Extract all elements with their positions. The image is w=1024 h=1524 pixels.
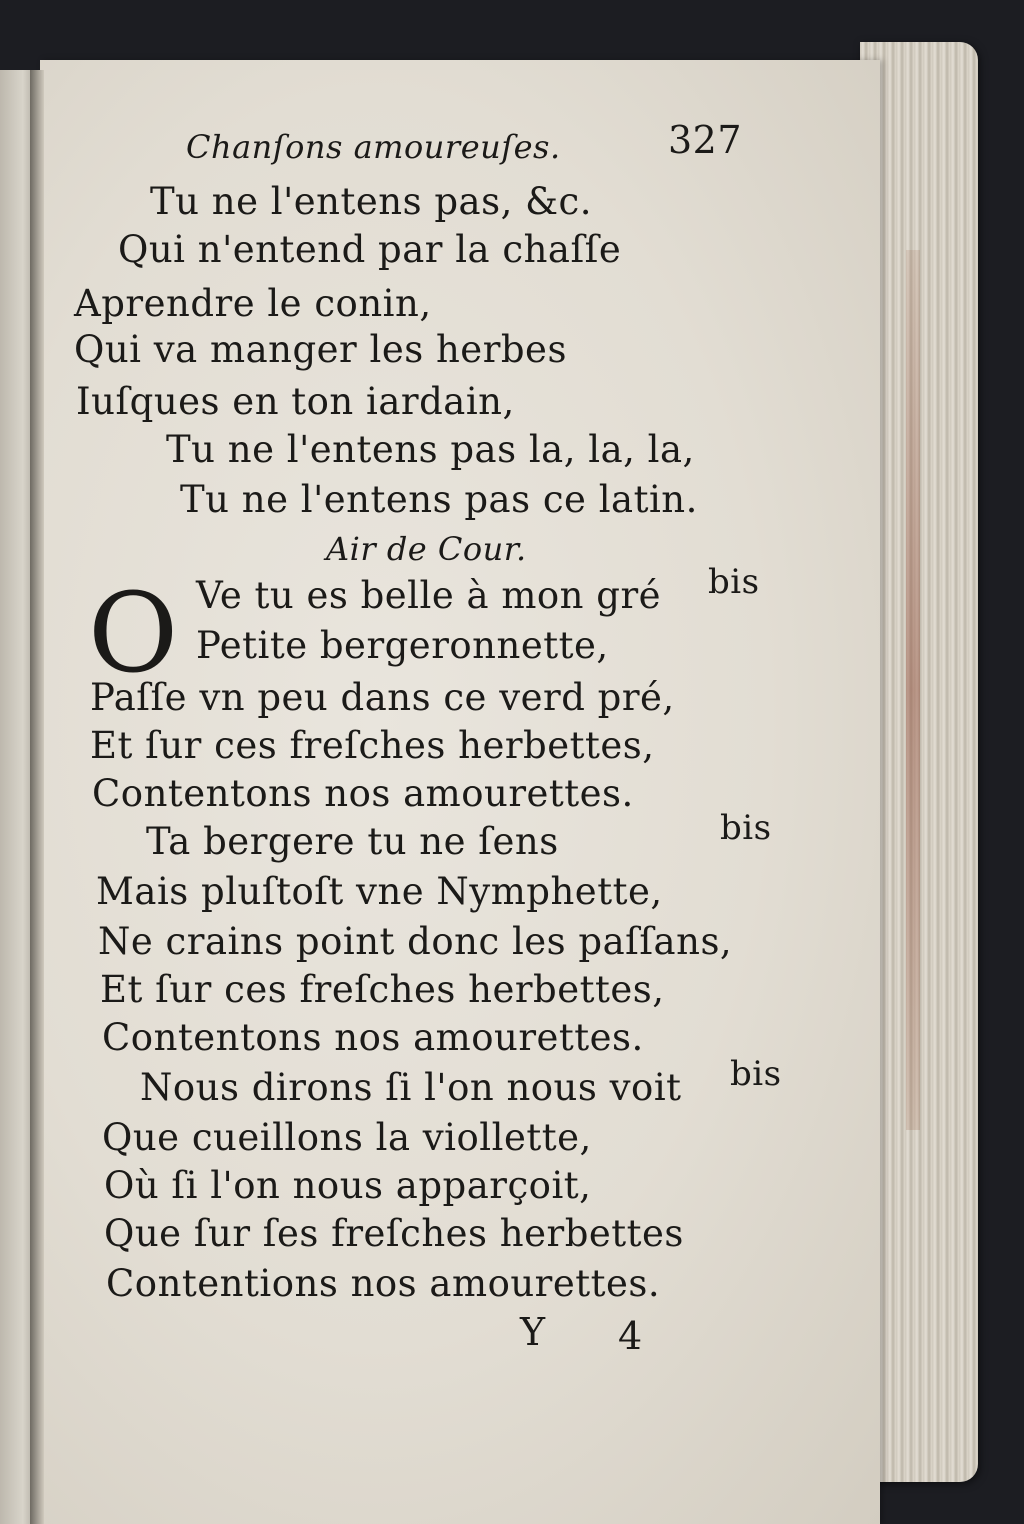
bis-marker: bis [708, 562, 760, 602]
edge-stain [906, 250, 920, 1130]
verse-line: Iuſques en ton iardain, [76, 380, 515, 423]
verse-line: Tu ne l'entens pas, &c. [150, 180, 593, 223]
verse-line: Contentions nos amourettes. [106, 1262, 661, 1305]
song-title: Air de Cour. [326, 530, 527, 568]
verse-line: Que cueillons la viollette, [102, 1116, 592, 1159]
signature-letter: Y [520, 1310, 546, 1354]
verse-line: Et ſur ces freſches herbettes, [90, 724, 655, 767]
verse-line: Ve tu es belle à mon gré [196, 574, 662, 617]
verse-line: Mais pluſtoſt vne Nymphette, [96, 870, 663, 913]
verse-line: Où ſi l'on nous apparçoit, [104, 1164, 592, 1207]
running-title: Chanſons amoureuſes. [186, 128, 561, 166]
verse-line: Ne crains point donc les paſſans, [98, 920, 733, 963]
verse-line: Contentons nos amourettes. [102, 1016, 644, 1059]
verse-line: Contentons nos amourettes. [92, 772, 634, 815]
verse-line: Ta bergere tu ne ſens [146, 820, 559, 863]
verse-line: Et ſur ces freſches herbettes, [100, 968, 665, 1011]
verse-line: Nous dirons ſi l'on nous voit [140, 1066, 682, 1109]
signature-number: 4 [618, 1314, 643, 1358]
verse-line: Paſſe vn peu dans ce verd pré, [90, 676, 675, 719]
page-number: 327 [668, 118, 743, 162]
bis-marker: bis [730, 1054, 782, 1094]
verse-line: Petite bergeronnette, [196, 624, 609, 667]
verse-line: Que ſur ſes freſches herbettes [104, 1212, 684, 1255]
verse-line: Qui va manger les herbes [74, 328, 567, 371]
verse-line: Tu ne l'entens pas la, la, la, [166, 428, 695, 471]
bis-marker: bis [720, 808, 772, 848]
book-gutter [30, 70, 44, 1524]
drop-cap: O [88, 569, 179, 697]
verse-line: Tu ne l'entens pas ce latin. [180, 478, 698, 521]
verse-line: Aprendre le conin, [74, 282, 432, 325]
verse-line: Qui n'entend par la chaſſe [118, 228, 622, 271]
